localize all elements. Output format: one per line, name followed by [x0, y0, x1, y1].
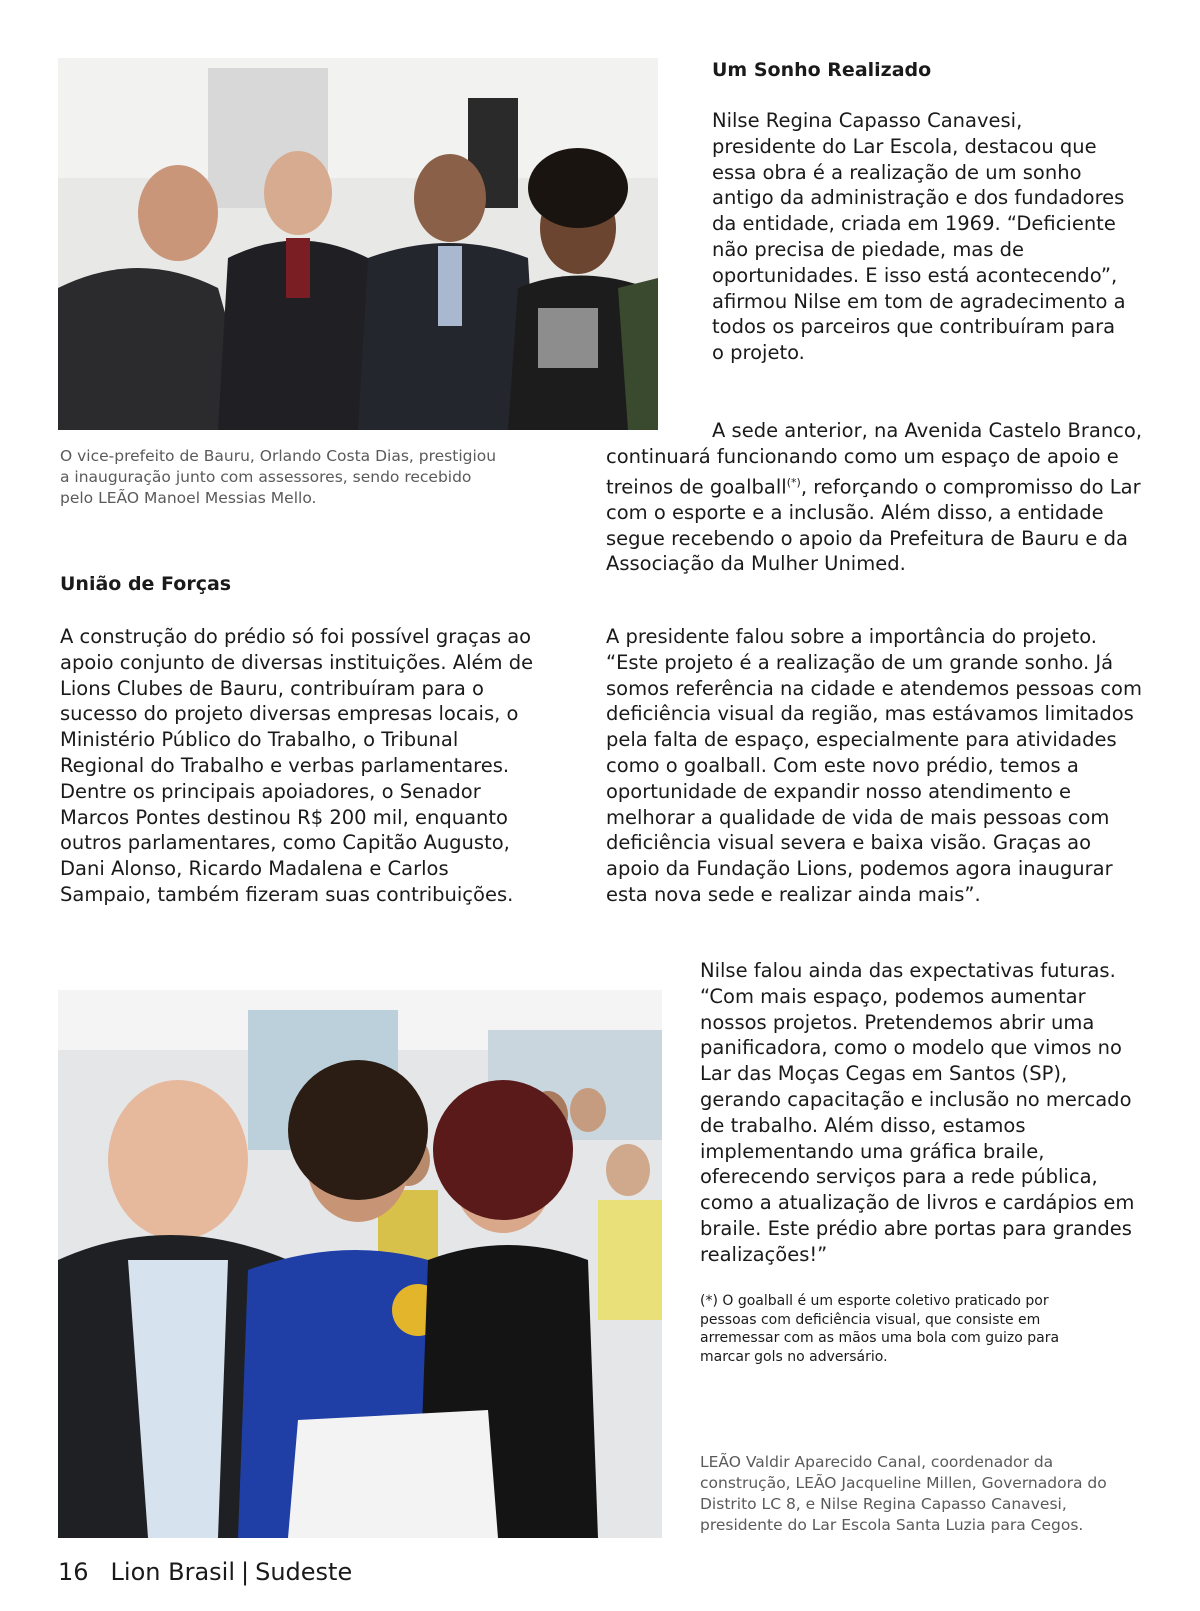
sonho-paragraph-2-rest-a: Branco, continuará funcionando como um espaço de apoio e treinos de goalball — [606, 419, 1143, 499]
sonho-paragraph-3 — [606, 624, 1146, 908]
uniao-paragraph-1-text: A construção do prédio só foi possível graças ao apoio conjunto de diversas instituições. Além de Lions Clubes de Bauru, contribuíram para o sucesso do projeto diversas empresas locais, o Ministério Público do Trabalho, o Tribunal Regional do Trabalho e verbas parlamentares. Dentre os principais apoiadores, o Senador Marcos Pontes destinou R$ 200 mil, enquanto outros parlamentares, como Capitão Augusto, Dani Alonso, Ricardo Madalena e Carlos Sampaio, também fizeram suas contribuições. — [60, 625, 534, 906]
footnote-marker: (*) — [786, 475, 801, 489]
page-number: 16 — [58, 1558, 89, 1586]
sonho-paragraph-2-text — [606, 418, 1146, 577]
footnote-goalball: (*) O goalball é um esporte coletivo praticado por pessoas com deficiência visual, que consiste em arremessar com as mãos uma bola com guizo para marcar gols no adversário. — [700, 1293, 1060, 1365]
photo-seated-audience — [58, 990, 662, 1538]
sonho-paragraph-2-rest-b: , reforçando o compromisso do Lar com o esporte e a inclusão. Além disso, a entidade segue recebendo o apoio da Prefeitura de Bauru e da Associação da Mulher Unimed. — [606, 475, 1141, 576]
sonho-paragraph-3-text: A presidente falou sobre a importância do projeto. “Este projeto é a realização de um grande sonho. Já somos referência na cidade e atendemos pessoas com deficiência visual da região, mas estávamos limitados pela falta de espaço, especialmente para atividades como o goalball. Com este novo prédio, temos a oportunidade de expandir nosso atendimento e melhorar a qualidade de vida de mais pessoas com deficiência visual severa e baixa visão. Graças ao apoio da Fundação Lions, podemos agora inaugurar esta nova sede e realizar ainda mais”. — [606, 625, 1142, 906]
photo-inauguration-group-image — [58, 58, 658, 430]
magazine-name: Lion Brasil — [110, 1558, 235, 1586]
photo-caption-bottom: LEÃO Valdir Aparecido Canal, coordenador da construção, LEÃO Jacqueline Millen, Governadora do Distrito LC 8, e Nilse Regina Capasso Canavesi, presidente do Lar Escola Santa Luzia para Cegos. — [700, 1453, 1107, 1534]
sonho-paragraph-2 — [606, 418, 1146, 577]
photo-inauguration-group — [58, 58, 658, 430]
page-footer — [58, 1558, 352, 1586]
section-heading-uniao: União de Forças — [60, 573, 232, 595]
sonho-paragraph-2-first: A sede anterior, na Avenida Castelo — [712, 419, 1062, 442]
section-heading-sonho: Um Sonho Realizado — [712, 59, 932, 81]
photo-seated-audience-image — [58, 990, 662, 1538]
sonho-paragraph-1 — [712, 108, 1132, 366]
sonho-paragraph-4 — [700, 958, 1140, 1268]
photo-caption-top: O vice-prefeito de Bauru, Orlando Costa Dias, prestigiou a inauguração junto com assessores, sendo recebido pelo LEÃO Manoel Messias Mello. — [60, 447, 497, 507]
sonho-paragraph-1-text: Nilse Regina Capasso Canavesi, presidente do Lar Escola, destacou que essa obra é a realização de um sonho antigo da administração e dos fundadores da entidade, criada em 1969. “Deficiente não precisa de piedade, mas de oportunidades. E isso está acontecendo”, afirmou Nilse em tom de agradecimento a todos os parceiros que contribuíram para o projeto. — [712, 109, 1126, 365]
footer-separator: | — [241, 1558, 250, 1586]
magazine-region: Sudeste — [255, 1558, 353, 1586]
sonho-paragraph-4-text: Nilse falou ainda das expectativas futuras. “Com mais espaço, podemos aumentar nossos projetos. Pretendemos abrir uma panificadora, como o modelo que vimos no Lar das Moças Cegas em Santos (SP), gerando capacitação e inclusão no mercado de trabalho. Além disso, estamos implementando uma gráfica braile, oferecendo serviços para a rede pública, como a atualização de livros e cardápios em braile. Este prédio abre portas para grandes realizações!” — [700, 959, 1135, 1266]
uniao-paragraph-1 — [60, 624, 540, 908]
